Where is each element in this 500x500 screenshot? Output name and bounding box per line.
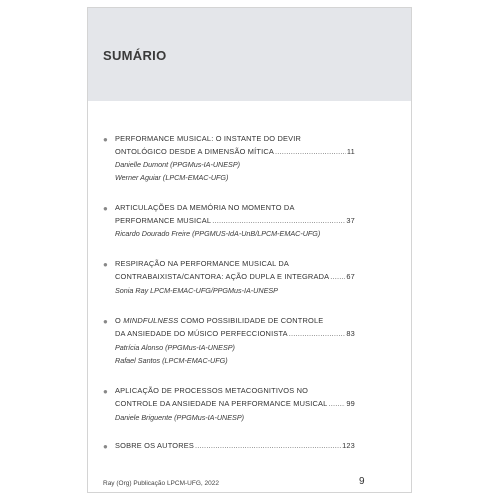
entry-author: Rafael Santos (LPCM-EMAC-UFG) [115, 356, 228, 365]
entry-title-line [115, 441, 355, 450]
entry-title-text: CONTRABAIXISTA/CANTORA: AÇÃO DUPLA E INTEGRADA [115, 272, 330, 281]
entry-author: Ricardo Dourado Freire (PPGMUS-IdA-UnB/LPCM-EMAC-UFG) [115, 229, 321, 238]
entry-page-number: 67 [346, 272, 355, 281]
bullet-icon: ● [103, 387, 108, 396]
leader-dots [289, 329, 346, 338]
entry-title-text: ONTOLÓGICO DESDE A DIMENSÃO MÍTICA [115, 147, 275, 156]
page-title: SUMÁRIO [103, 48, 167, 63]
entry-title-prefix: O [115, 316, 121, 325]
leader-dots [330, 272, 345, 281]
entry-author: Danielle Dumont (PPGMus-IA-UNESP) [115, 160, 241, 169]
entry-title-line: PERFORMANCE MUSICAL: O INSTANTE DO DEVIR [115, 134, 302, 143]
entry-page-number: 11 [346, 147, 355, 156]
entry-page-number: 99 [346, 399, 355, 408]
bullet-icon: ● [103, 260, 108, 269]
bullet-icon: ● [103, 135, 108, 144]
entry-title-text: CONTROLE DA ANSIEDADE NA PERFORMANCE MUSICAL [115, 399, 328, 408]
leader-dots [329, 399, 346, 408]
entry-title-text: DA ANSIEDADE DO MÚSICO PERFECCIONISTA [115, 329, 288, 338]
entry-author: Sonia Ray LPCM-EMAC-UFG/PPGMus-IA-UNESP [115, 286, 278, 295]
entry-page-number: 83 [346, 329, 355, 338]
entry-title-rest: COMO POSSIBILIDADE DE CONTROLE [180, 316, 324, 325]
entry-title-line [115, 316, 355, 325]
entry-title-line: ARTICULAÇÕES DA MEMÓRIA NO MOMENTO DA [115, 203, 295, 212]
entry-title-line: RESPIRAÇÃO NA PERFORMANCE MUSICAL DA [115, 259, 290, 268]
bullet-icon: ● [103, 442, 108, 451]
entry-title-line [115, 216, 355, 225]
leader-dots [212, 216, 345, 225]
leader-dots [195, 441, 341, 450]
bullet-icon: ● [103, 204, 108, 213]
entry-title-line [115, 147, 355, 156]
entry-page-number: 37 [346, 216, 355, 225]
leader-dots [275, 147, 346, 156]
entry-title-line [115, 399, 355, 408]
entry-title-line: APLICAÇÃO DE PROCESSOS METACOGNITIVOS NO [115, 386, 309, 395]
page-number: 9 [359, 476, 365, 487]
page-footer: Ray (Org) Publicação LPCM-UFG, 2022 [103, 480, 219, 487]
entry-author: Werner Aguiar (LPCM-EMAC-UFG) [115, 173, 229, 182]
entry-title-line [115, 272, 355, 281]
entry-title-text: SOBRE OS AUTORES [115, 441, 195, 450]
book-page [87, 7, 412, 493]
bullet-icon: ● [103, 317, 108, 326]
entry-author: Daniele Briguente (PPGMus-IA-UNESP) [115, 413, 245, 422]
entry-title-text: PERFORMANCE MUSICAL [115, 216, 212, 225]
entry-title-line [115, 329, 355, 338]
entry-author: Patrícia Alonso (PPGMus-IA-UNESP) [115, 343, 235, 352]
entry-page-number: 123 [342, 441, 355, 450]
entry-title-italic: MINDFULNESS [123, 316, 179, 325]
